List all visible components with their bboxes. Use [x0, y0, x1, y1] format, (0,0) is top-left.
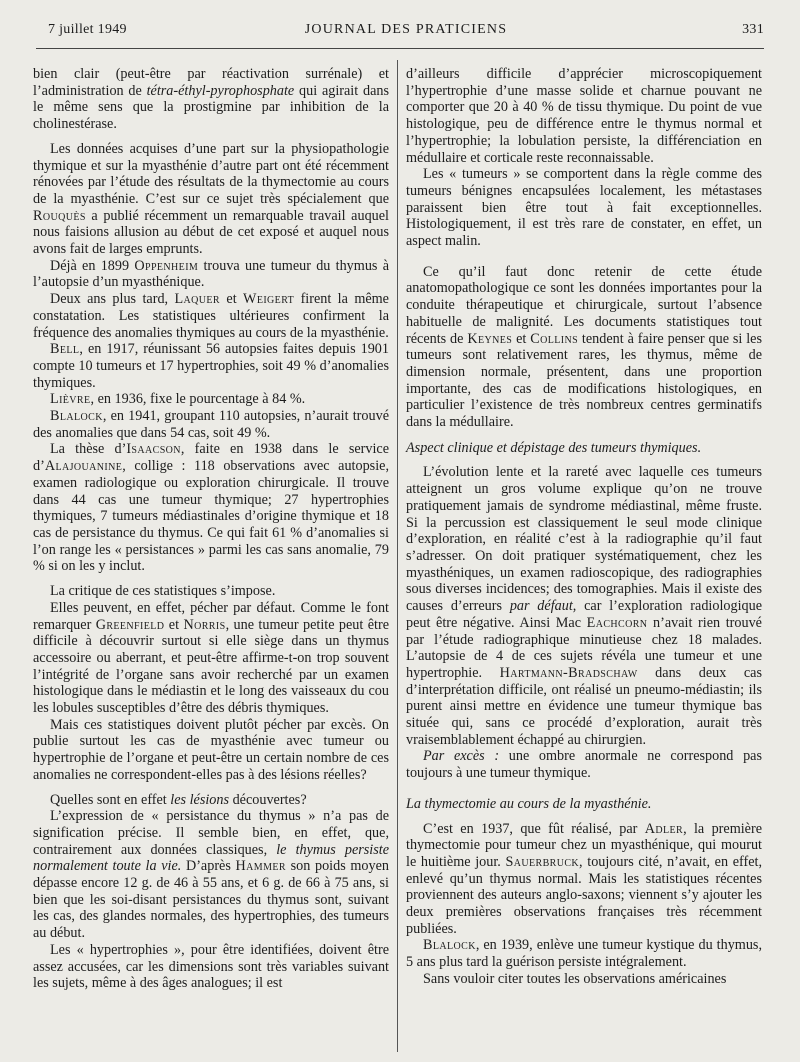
- paragraph: L’expression de « persistance du thymus » n’a pas de signification précise. Il semble bien, en effet, que, contrairement aux données classiques, le thymus persiste normalement toute la vie. D’après Hammer son poids moyen dépasse encore 12 g. de 46 à 55 ans, et 6 g. de 66 à 75 ans, si bien que les soi-disant persistances du thymus sont, suivant les cas, des glandes normales, des hypertrophies, des tumeurs au début.: [33, 808, 389, 942]
- page-number: 331: [742, 22, 764, 37]
- column-divider: [397, 60, 398, 1052]
- page-header: [48, 22, 764, 46]
- paragraph: Sans vouloir citer toutes les observations américaines: [423, 970, 727, 987]
- paragraph: La critique de ces statistiques s’impose.: [50, 583, 276, 600]
- paragraph: Les « hypertrophies », pour être identifiées, doivent être assez accusées, car les dimensions sont très variables suivant les sujets, même à des âges analogues; il est: [33, 941, 389, 992]
- paragraph: Les « tumeurs » se comportent dans la règle comme des tumeurs bénignes encapsulées localement, les métastases paraissent bien être tout à fait exceptionnelles. Histologiquement, il est très rare de constater, en effet, un aspect malin.: [406, 166, 762, 250]
- paragraph: Bell, en 1917, réunissant 56 autopsies faites depuis 1901 compte 10 tumeurs et 17 hypertrophies, soit 49 % d’anomalies thymiques.: [33, 341, 389, 391]
- paragraph: Mais ces statistiques doivent plutôt pécher par excès. On publie surtout les cas de myasthénie avec tumeur ou hypertrophie de l’organe et peut-être un certain nombre de ces anomalies ne correspondent-elles pas à des lésions réelles?: [33, 716, 389, 783]
- journal-title: JOURNAL DES PRATICIENS: [304, 22, 508, 37]
- paragraph: C’est en 1937, que fût réalisé, par Adler, la première thymectomie pour tumeur chez un myasthénique, qui mourut le huitième jour. Sauerbruck, toujours cité, n’avait, en effet, enlevé qu’un thymus normal. Mais les statistiques récentes proviennent des auteurs anglo-saxons; viennent s’y ajouter les deux premières observations françaises très récemment publiées.: [406, 820, 762, 937]
- right-column: [406, 66, 762, 988]
- paragraph: Elles peuvent, en effet, pécher par défaut. Comme le font remarquer Greenfield et Norris, une tumeur petite peut être difficile à découvrir surtout si elle siège dans un thymus accessoire ou aberrant, et peut-être affirme-t-on trop souvent l’intégrité de l’organe sans avoir recherché par un examen histologique dans le médiastin et le long des vaisseaux du cou les lobules susceptibles d’être des débris thymiques.: [33, 599, 390, 717]
- paragraph: La thèse d’Isaacson, faite en 1938 dans le service d’Alajouanine, collige : 118 observations avec autopsie, examen radiologique ou exploration chirurgicale. Il trouve dans 44 cas une tumeur thymique; 27 hypertrophies thymiques, 7 tumeurs médiastinales d’origine thymique et 18 cas de persistance du thymus. Ce qui fait 61 % d’anomalies si l’on range les « persistances » parmi les cas sans anomalie, 79 % si on les y inclut.: [33, 441, 389, 575]
- paragraph: Blalock, en 1941, groupant 110 autopsies, n’aurait trouvé des anomalies que dans 54 cas, soit 49 %.: [33, 408, 389, 441]
- issue-date: 7 juillet 1949: [48, 22, 127, 37]
- paragraph: Lièvre, en 1936, fixe le pourcentage à 84 %.: [50, 391, 306, 408]
- paragraph: Deux ans plus tard, Laquer et Weigert firent la même constatation. Les statistiques ultérieures confirment la fréquence des anomalies thymiques au cours de la myasthénie.: [33, 291, 389, 341]
- section-heading: Aspect clinique et dépistage des tumeurs thymiques.: [406, 439, 702, 456]
- paragraph: Déjà en 1899 Oppenheim trouva une tumeur du thymus à l’autopsie d’un myasthénique.: [33, 257, 389, 291]
- header-rule: [36, 48, 764, 49]
- left-column: [33, 66, 389, 992]
- paragraph: Ce qu’il faut donc retenir de cette étude anatomopathologique ce sont les données importantes pour la conduite thérapeutique et chirurgicale, surtout l’absence habituelle de malignité. Les documents statistiques tout récents de Keynes et Collins tendent à faire penser que si les tumeurs sont relativement rares, les thymus, même de dimension normale, présentent, dans une proportion importante, des cas de modifications histologiques, en particulier l’existence de très nombreux centres germinatifs dans la médullaire.: [406, 263, 762, 431]
- paragraph: bien clair (peut-être par réactivation surrénale) et l’administration de tétra-éthyl-pyrophosphate qui agirait dans le même sens que la prostigmine par inhibition de la cholinestérase.: [33, 66, 389, 133]
- paragraph: Les données acquises d’une part sur la physiopathologie thymique et sur la myasthénie d’autre part ont été récemment rénovées par l’étude des résultats de la thymectomie au cours de la myasthénie. C’est sur ce sujet très spécialement que Rouquès a publié récemment un remarquable travail auquel nous faisions allusion au début de cet exposé et auquel nous avons fait de larges emprunts.: [33, 140, 389, 258]
- paragraph: Quelles sont en effet les lésions découvertes?: [50, 791, 307, 808]
- paragraph: L’évolution lente et la rareté avec laquelle ces tumeurs atteignent un gros volume explique qu’on ne trouve pratiquement jamais de syndrome médiastinal, même fruste. Si la percussion est classiquement le seul mode clinique d’exploration, en réalité c’est à la radiographie qu’il faut s’adresser. On doit pratiquer systématiquement, chez les myasthéniques, un examen radioscopique, des radiographies sous diverses incidences; des tomographies. Mais il existe des causes d’erreurs par défaut, car l’exploration radiologique peut être négative. Ainsi Mac Eachcorn n’avait rien trouvé par l’étude radiographique minutieuse chez 18 malades. L’autopsie de 4 de ces sujets révéla une tumeur et une hypertrophie. Hartmann-Bradschaw dans deux cas d’interprétation difficile, ont réalisé un pneumo-médiastin; ils purent ainsi mettre en évidence une tumeur thymique bas située qui, sans ce procédé d’exploration, aurait très vraisemblablement échappé au chirurgien.: [406, 464, 763, 748]
- paragraph: d’ailleurs difficile d’apprécier microscopiquement l’hypertrophie d’une masse solide et charnue pouvant ne comporter que 20 à 40 % de tissu thymique. Du point de vue histologique, peu de différence entre le thymus normal et l’hypertrophie; la lobulation persiste, la différenciation en médullaire et corticale reste reconnaissable.: [406, 66, 762, 166]
- paragraph: Par excès : une ombre anormale ne correspond pas toujours à une tumeur thymique.: [406, 748, 762, 782]
- paragraph: Blalock, en 1939, enlève une tumeur kystique du thymus, 5 ans plus tard la guérison persiste intégralement.: [406, 937, 762, 971]
- section-heading: La thymectomie au cours de la myasthénie.: [406, 795, 652, 812]
